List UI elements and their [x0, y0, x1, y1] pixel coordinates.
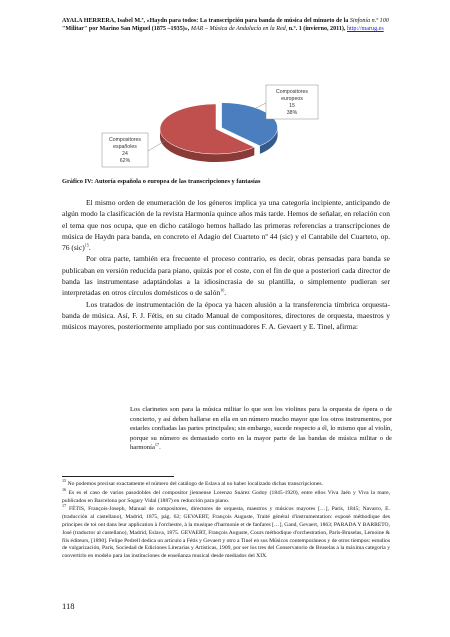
running-header [62, 17, 390, 34]
header-journal: MAR – Música de Andalucía en la Red, [190, 26, 288, 33]
footnote-ref-17[interactable]: 17 [154, 442, 160, 448]
footnotes [62, 478, 390, 562]
paragraph-2: Por otra parte, también era frecuente el proceso contrario, es decir, obras pensadas para banda se publicaban en versión reducida para piano, quizás por el coste, con el fin de que a posteriori cada director de banda las instrumentase adaptándolas a la idiosincrasia de su plantilla, o simplemente pudieran ser interpretadas en otros círculos domésticos o de salón$^{16}$. [62, 254, 390, 298]
pie-chart [96, 83, 356, 177]
header-issue: n.º. 1 (invierno, 2011), [288, 26, 346, 33]
pie-label-text-1-3: 62% [119, 158, 131, 164]
pie-label-text-1-2: 24 [122, 151, 128, 157]
header-title: «Haydn para todos: La transcripción para banda de música del minueto de la [146, 18, 349, 24]
paragraph-1: El mismo orden de enumeración de los géneros implica ya una categoría incipiente, anticipando de algún modo la clasificación de la revista Harmonía quince años más tarde. Hemos de señalar, en relación con el tema que nos ocupa, que en dicho catálogo hemos hallado las primeras referencias a transcripciones de música de Haydn para banda, en concreto el Adagio del Cuarteto nº 44 (sic) y el Cantabile del Cuarteto, op. 76 (sic)$^{15}$. [62, 198, 390, 253]
footnote-17: $^{17}$ FÉTIS, François-Joseph, Manual de compositores, directores de orquesta, maestros y músicos mayores […], París, 1845; Navarro, E. (traducción al castellano), Madrid, 1875, pág. 62; GEVAERT, François Auguste, Traité général d'instrumentation: exposé méthodique des principes de toi ont dans leur application à l'orchestre, à la musique d'harmonie et de fanfares […], Gand, Gevaert, 1863; PARADA Y BARRETO, José (traductor al castellano), Madrid, Eslava, 1875. GEVAERT, François Auguste, Cours méthodique d'orchestration, París-Bruselas, Lemoine & fils éditeurs, [1890]. Felipe Pedrell dedica un artículo a Fétis y Gevaert y otro a Tinel en sus Músicos contemporáneos y de otros tiempos: estudios de vulgarización, París, Sociedad de Ediciones Literarias y Artísticas, 1909, por ser los tres del Conservatorio de Bruselas a la máxima categoría y convertirlo en modelo para las instituciones de enseñanza musical desde mediados del XIX. [62, 503, 390, 560]
header-authors: AYALA HERRERA, Isabel M.ª, [62, 18, 145, 24]
pie-label-text-0-2: 15 [289, 103, 295, 109]
paragraph-3: Los tratados de instrumentación de la época ya hacen alusión a la transferencia tímbrica orquesta-banda de música. Así, F. J. Fétis, en su citado Manual de compositores, directores de orquesta, maestros y músicos mayores, posteriormente ampliado por sus continuadores F. A. Gevaert y E. Tinel, afirma: [62, 299, 390, 332]
chart-caption: Gráfico IV: Autoría española o europea de las transcripciones y fantasías [62, 178, 261, 185]
footnote-ref-15[interactable]: 15 [84, 242, 89, 248]
footnote-15: $^{15}$ No podemos precisar exactamente el número del catálogo de Eslava al no haber localizado dichas transcripciones. [62, 478, 323, 487]
page-number: 118 [62, 601, 75, 611]
body-text [62, 197, 390, 333]
pie-label-text-0-1: europeos [281, 96, 303, 102]
pie-leader-line-0 [254, 103, 266, 109]
footnote-16: $^{16}$ Es es el caso de varios pasodobles del compositor jiennense Lorenzo Suárez Godoy (1845-1920), entre ellos Viva Jaén y Viva la mare, publicados en Barcelona por Sogary Vidal (1887) en reducción para piano. [62, 486, 390, 504]
header-url-link[interactable]: http://marug.es [347, 26, 384, 33]
pie-label-text-1-0: Compositores [108, 137, 142, 143]
pie-label-text-1-1: españoles [113, 144, 137, 150]
pie-label-text-0-3: 38% [286, 110, 298, 116]
header-symphony: Sinfonía n.º 100 [349, 18, 389, 24]
header-title-rest: "Militar" por Marino San Miguel (1875 –1935)», [62, 26, 190, 33]
block-quote: Los clarinetes son para la música militar lo que son los violines para la orquesta de ópera o de concierto, y así deben hallarse en ella en un número mucho mayor que los otros instrumentos, por estarles confiadas las partes principales; sin embargo, sucede respecto a él, lo mismo que al violín, porque su número es demasiado corto en la mayor parte de las bandas de música militar o de harmonía$^{17}$. [130, 406, 392, 452]
footnote-ref-16[interactable]: 16 [220, 287, 225, 293]
footnote-divider [62, 476, 174, 477]
pie-label-text-0-0: Compositores [275, 89, 309, 95]
